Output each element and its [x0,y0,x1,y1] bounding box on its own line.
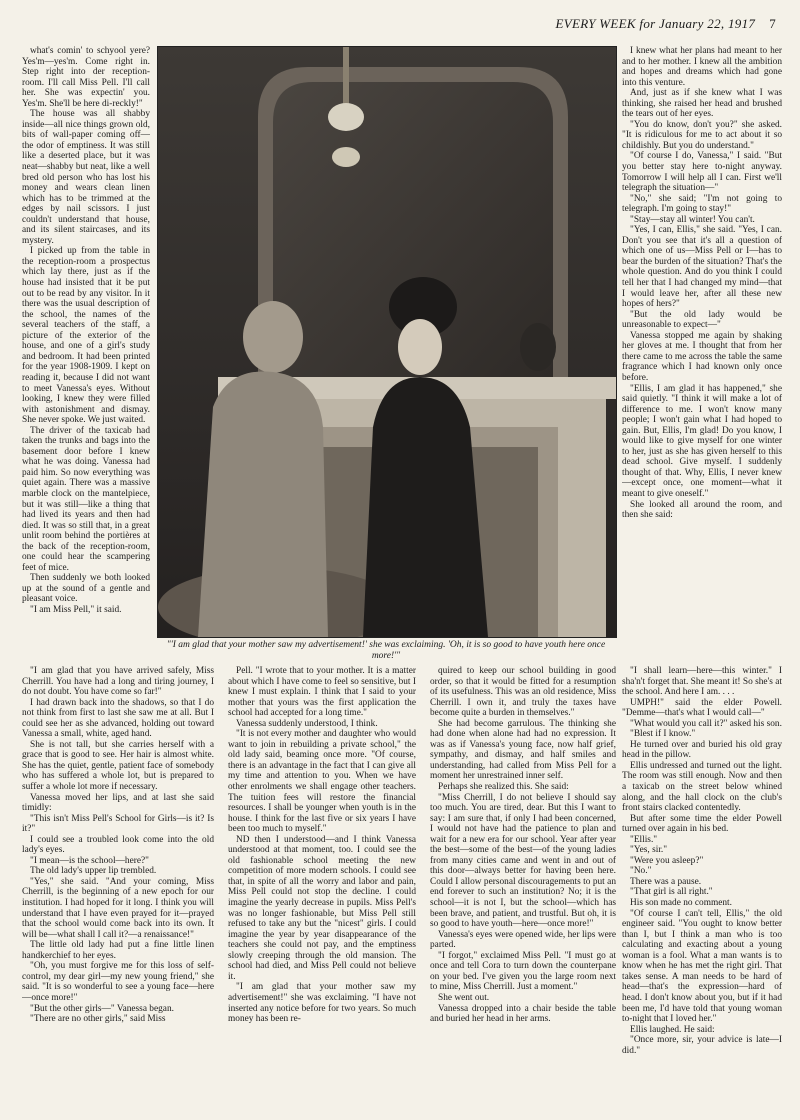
paragraph: His son made no comment. [630,898,732,909]
paragraph: I had drawn back into the shadows, so that I do not think from first to last she saw me at all. But I could see her as she advanced, holding out toward Vanessa a small, white, aged hand. [22,697,214,740]
paragraph: There was a pause. [630,876,702,887]
paragraph: I knew what her plans had meant to her and to her mother. I knew all the ambition and hopes and dreams which had gone into this venture. [622,46,782,88]
paragraph: "I am glad that your mother saw my advertisement!" she was exclaiming. "I have not inserted any notice before for two years. So much money has been re- [228,982,416,1025]
paragraph: "I forgot," exclaimed Miss Pell. "I must go at once and tell Cora to turn down the counterpane on your bed. I've given you the large room next to mine, Miss Cherrill. Just a moment." [430,950,616,993]
running-title: EVERY WEEK for January 22, 1917 [555,16,756,31]
paragraph: I could see a troubled look come into the old lady's eyes. [22,834,214,856]
paragraph: "No," she said; "I'm not going to telegraph. I'm going to stay!" [622,193,782,215]
paragraph: I picked up from the table in the reception-room a prospectus which lay there, just as if the house had insisted that it be put out to be read by any visitor. In it there was the usual description of the school, the names of the several teachers of the staff, a picture of the exterior of the house, and one of a girl's study and bedroom. It had been printed for the year 1908-1909. I kept on reading it, because I did not want to meet Vanessa's eyes. Without looking, I knew they were filled with astonishment and dismay. She never spoke. We just waited. [22,246,150,426]
paragraph: "Yes," she said. "And your coming, Miss Cherrill, is the beginning of a new epoch for our institution. I had hoped for it long. I think you will understand that I have even prayed for it—prayed that the school would come back into its own. It will be—what shall I call it?—a renaissance!" [22,876,214,940]
paragraph: "I am glad that you have arrived safely, Miss Cherrill. You have had a long and tiring journey, I do not doubt. You have come so far!" [22,666,214,698]
paragraph: Ellis undressed and turned out the light. The room was still enough. Now and then a taxicab on the street below whined along, and the hall clock on the club's front stairs clacked contentedly. [622,760,782,814]
paragraph: She had become garrulous. The thinking she had done when alone had had no expression. It was as if Vanessa's young face, now half grief, sympathy, and dismay, and half smiles and understanding, had called from Miss Pell for a moment her unrestrained inner self. [430,718,616,782]
paragraph: Vanessa dropped into a chair beside the table and buried her head in her arms. [430,1003,616,1025]
paragraph: Pell. "I wrote that to your mother. It is a matter about which I have come to feel so sensitive, but I knew I must explain. I think that I said to your mother that yours was the first application the school had accepted for a long time." [228,666,416,719]
paragraph: "I am Miss Pell," it said. [30,604,122,615]
paragraph: Perhaps she realized this. She said: [438,782,569,793]
paragraph: "No." [630,866,652,877]
paragraph: "That girl is all right." [630,887,713,898]
paragraph: "I shall learn—here—this winter." I sha'n't forget that. She meant it! So she's at the school. And here I am. . . . [622,666,782,698]
paragraph: quired to keep our school building in good order, so that it would be fitted for a resumption of its usefulness. This was an old residence, Miss Cherrill. I own it, and truly the taxes have become quite a burden in themselves." [430,666,616,719]
illustration-drawing [158,47,616,637]
lower-text-column-4 [622,666,782,1108]
paragraph: Then suddenly we both looked up at the sound of a gentle and pleasant voice. [22,573,150,605]
lower-text-column-3 [430,666,616,1108]
paragraph: Vanessa suddenly understood, I think. [236,718,378,729]
paragraph: "Blest if I know." [630,729,696,740]
paragraph: She looked all around the room, and then she said: [622,499,782,521]
paragraph: UMPH!" said the elder Powell. "Demme—that's what I would call—" [622,697,782,719]
paragraph: "This isn't Miss Pell's School for Girls—is it? Is it?" [22,813,214,835]
paragraph: The driver of the taxicab had taken the trunks and bags into the basement door before I knew what he was doing. Vanessa had paid him. So now everything was quiet again. There was a massive marble clock on the mantelpiece, but it was still—like a thing that had lived its years and then had died. It was so still that, in a great unlit room behind the portières at the back of the reception-room, one could hear the scampering feet of mice. [22,425,150,573]
illustration-caption: "'I am glad that your mother saw my advertisement!' she was exclaiming. 'Oh, it is so good to have youth here once more!'" [166,640,606,661]
paragraph: Vanessa's eyes were opened wide, her lips were parted. [430,929,616,951]
paragraph: "Yes, I can, Ellis," she said. "Yes, I can. Don't you see that it's all a question of which one of us—Miss Pell or I—has to bear the burden of the situation? That's the whole question. And do you think I could tell her that I had changed my mind—that I would leave her, after all these new hopes of hers?" [622,225,782,310]
paragraph: But after some time the elder Powell turned over again in his bed. [622,813,782,835]
paragraph: Vanessa moved her lips, and at last she said timidly: [22,792,214,814]
paragraph: "But the old lady would be unreasonable to expect—" [622,309,782,331]
paragraph: "Yes, sir." [630,845,668,856]
page-number: 7 [769,16,776,31]
page-header [555,16,776,32]
paragraph: The old lady's upper lip trembled. [30,866,157,877]
paragraph: "Stay—stay all winter! You can't. [630,214,755,225]
paragraph: "You do know, don't you?" she asked. "It is ridiculous for me to act about it so childishly. But you do understand." [622,119,782,151]
lower-text-column-2 [228,666,416,1108]
paragraph: Ellis laughed. He said: [630,1024,715,1035]
paragraph: "Ellis, I am glad it has happened," she said quietly. "I think it will make a lot of difference to me. I won't know many people; I won't gain what I had hoped to gain. But, Ellis, I'm glad! Do you know, I would like to give myself for one winter to her, just as she has given herself to this dead school. Give myself. I suddenly thought of that. Why, Ellis, I never knew—except once, one moment—what it meant to give oneself." [622,383,782,499]
story-illustration [157,46,617,638]
paragraph: what's comin' to schyool yere? Yes'm—yes'm. Come right in. Step right into der reception-room. I'll call Miss Pell. I'll call her. She was expectin' you. Yes'm. She'll be here di-reckly!" [22,46,150,109]
paragraph: "Of course I can't tell, Ellis," the old engineer said. "You ought to know better than I, but I think a man who is too calculating and exacting about a young woman is a fool. What a man wants is to know when he has met the right girl. That takes sense. A man needs to be hard of head—that's the expression—hard of head. I don't know about you, but if it had been me, I'd have told that young woman to-night that I loved her." [622,908,782,1025]
paragraph: Vanessa stopped me again by shaking her gloves at me. I thought that from her there came to me across the table the same fragrance which I had known only once before. [622,330,782,383]
paragraph: "It is not every mother and daughter who would want to join in rebuilding a private school," the old lady said, beaming once more. "Of course, there is an advantage in the fact that I can give all my time and attention to you. When we have other enrolments we shall engage other teachers. The tuition fees will restore the financial resources. I shall be younger when youth is in the house. I think for the last five or six years I have been too much to myself." [228,729,416,835]
paragraph: "Of course I do, Vanessa," I said. "But you better stay here to-night anyway. Tomorrow I will help all I can. First we'll telegraph the situation—" [622,151,782,194]
paragraph: "What would you call it?" asked his son. [630,718,782,729]
paragraph: She is not tall, but she carries herself with a grace that is good to see. Her hair is almost white. She has the quiet, gentle, patient face of somebody who has suffered a whole lot, but is prepared to suffer a whole lot more if necessary. [22,739,214,793]
paragraph: The little old lady had put a fine little linen handkerchief to her eyes. [22,940,214,961]
paragraph: The house was all shabby inside—all nice things grown old, bits of wall-paper coming off—the odor of emptiness. It was still like a deserted place, but it was neat—shabby but neat, like a well bred old person who has lost his money and wears clean linen which has to be trimmed at the edges by nail scissors. I just couldn't understand that house, and its silent staircases, and its mystery. [22,109,150,246]
paragraph: He turned over and buried his old gray head in the pillow. [622,739,782,761]
paragraph: "Once more, sir, your advice is late—I did." [622,1035,782,1056]
lower-text-column-1 [22,666,214,1108]
paragraph: "Ellis." [630,834,658,845]
paragraph: "But the other girls—" Vanessa began. [30,1003,174,1014]
paragraph: ND then I understood—and I think Vanessa understood at that moment, too. I could see the old fashionable school meeting the new competition of more modern schools. I could see that, in spite of all the worry and labor and pain, Miss Pell could not stop the decline. I could imagine the yearly decrease in pupils. Miss Pell's was no longer fashionable, but Miss Pell still refused to take any but the "nicest" girls. I could imagine the year by year disappearance of the teachers she could not pay, and the emptiness slowly creeping through the old mansion. The school had died, and Miss Pell could not believe it. [228,834,416,982]
paragraph: She went out. [438,992,490,1003]
paragraph: "Oh, you must forgive me for this loss of self-control, my dear girl—my new young friend," she said. "It is so wonderful to see a young face—here—once more!" [22,961,214,1003]
paragraph: "Were you asleep?" [630,855,704,866]
paragraph: "There are no other girls," said Miss [30,1014,166,1025]
paragraph: And, just as if she knew what I was thinking, she raised her head and brushed the tears out of her eyes. [622,88,782,120]
paragraph: "Miss Cherrill, I do not believe I should say too much. You are tired, dear. But this I want to say: I am sure that, if only I had been concerned, I would not have had the patience to plan and wait for a new era for our school. Year after year the best—some of the best—of the young ladies from many cities came and went in and out of this door—always better for having been here. Could I allow personal discouragements to put an end forever to such an institution? No; it is the school—it is not I, but the school—which has been brave, and patient, and trustful. But oh, it is so good to have youth—here—once more!" [430,792,616,930]
paragraph: "I mean—is the school—here?" [30,855,149,866]
